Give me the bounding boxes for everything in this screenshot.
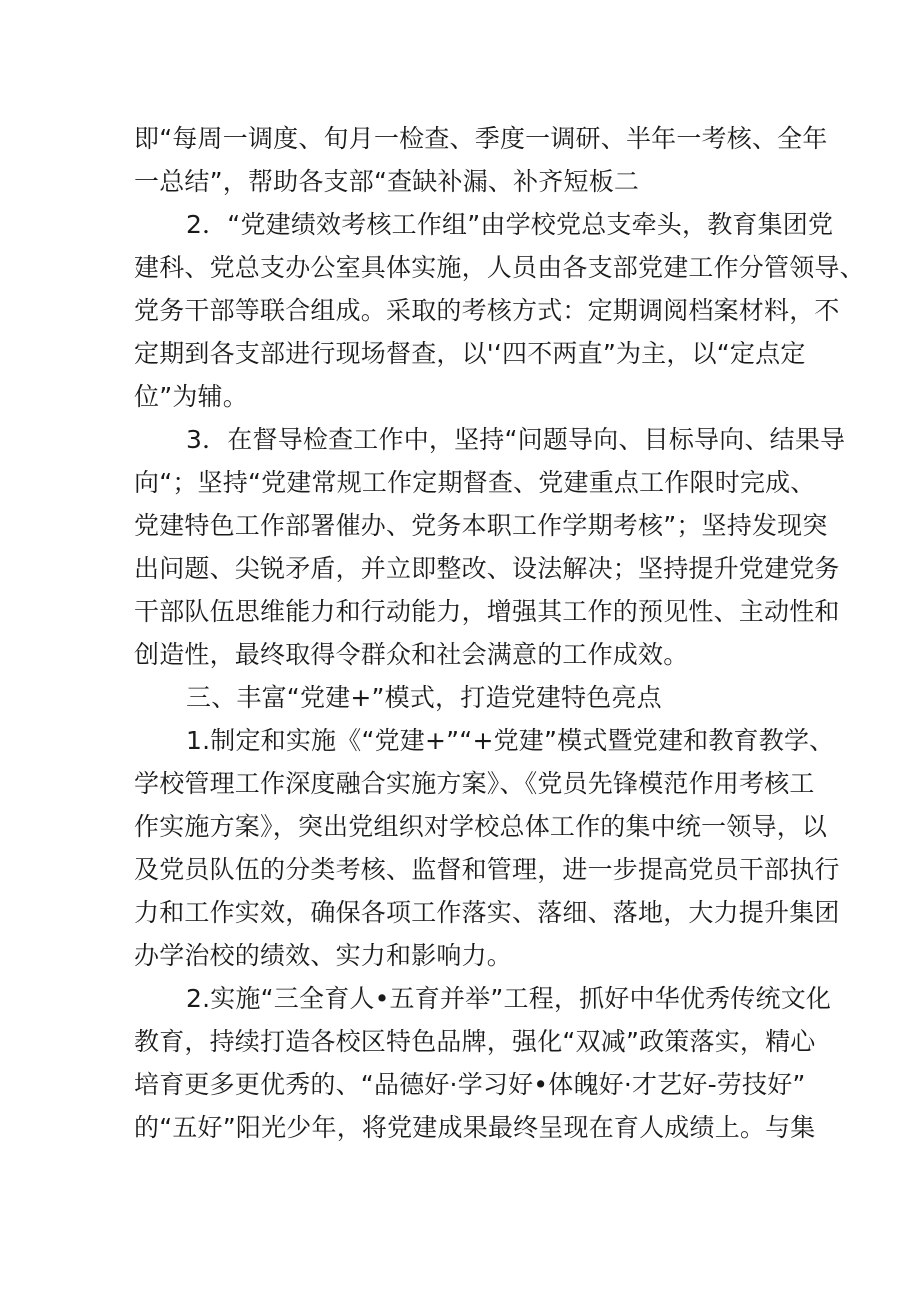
text-line: 建科、党总支办公室具体实施，人员由各支部党建工作分管领导、 (134, 253, 865, 282)
text-line: 3．在督导检查工作中，坚持“问题导向、目标导向、结果导 (186, 425, 846, 454)
text-line: 及党员队伍的分类考核、监督和管理，进一步提高党员干部执行 (134, 855, 840, 884)
document-body (134, 117, 865, 1149)
text-line: 出问题、尖锐矛盾，并立即整改、设法解决；坚持提升党建党务 (134, 554, 840, 583)
text-line: 即“每周一调度、旬月一检查、季度一调研、半年一考核、全年 (134, 124, 828, 153)
text-line: 三、丰富“党建+”模式，打造党建特色亮点 (186, 683, 662, 712)
text-line: 1.制定和实施《“党建+”“+党建”模式暨党建和教育教学、 (186, 726, 835, 755)
text-line: 学校管理工作深度融合实施方案》、《党员先锋模范作用考核工 (134, 769, 815, 798)
text-line: 干部队伍思维能力和行动能力，增强其工作的预见性、主动性和 (134, 597, 840, 626)
text-line: 2．“党建绩效考核工作组”由学校党总支牵头，教育集团党 (186, 210, 834, 239)
text-line: 位”为辅。 (134, 382, 248, 411)
text-line: 作实施方案》，突出党组织对学校总体工作的集中统一领导，以 (134, 812, 828, 841)
text-line: 办学治校的绩效、实力和影响力。 (134, 941, 513, 970)
text-line: 一总结”，帮助各支部“查缺补漏、补齐短板二 (134, 167, 640, 196)
text-line: 教育，持续打造各校区特色品牌，强化“双减”政策落实，精心 (134, 1027, 816, 1056)
text-line: 向“；坚持“党建常规工作定期督查、党建重点工作限时完成、 (134, 468, 816, 497)
text-line: 定期到各支部进行现场督查，以'‘四不两直”为主，以“定点定 (134, 339, 806, 368)
text-line: 培育更多更优秀的、“品德好·学习好•体魄好·才艺好-劳技好” (134, 1070, 806, 1099)
text-line: 创造性，最终取得令群众和社会满意的工作成效。 (134, 640, 689, 669)
text-line: 党务干部等联合组成。采取的考核方式：定期调阅档案材料，不 (134, 296, 840, 325)
text-line: 党建特色工作部署催办、党务本职工作学期考核”；坚持发现突 (134, 511, 828, 540)
text-line: 力和工作实效，确保各项工作落实、落细、落地，大力提升集团 (134, 898, 840, 927)
text-line: 的“五好”阳光少年，将党建成果最终呈现在育人成绩上。与集 (134, 1113, 816, 1142)
text-line: 2.实施“三全育人•五育并举”工程，抓好中华优秀传统文化 (186, 984, 832, 1013)
